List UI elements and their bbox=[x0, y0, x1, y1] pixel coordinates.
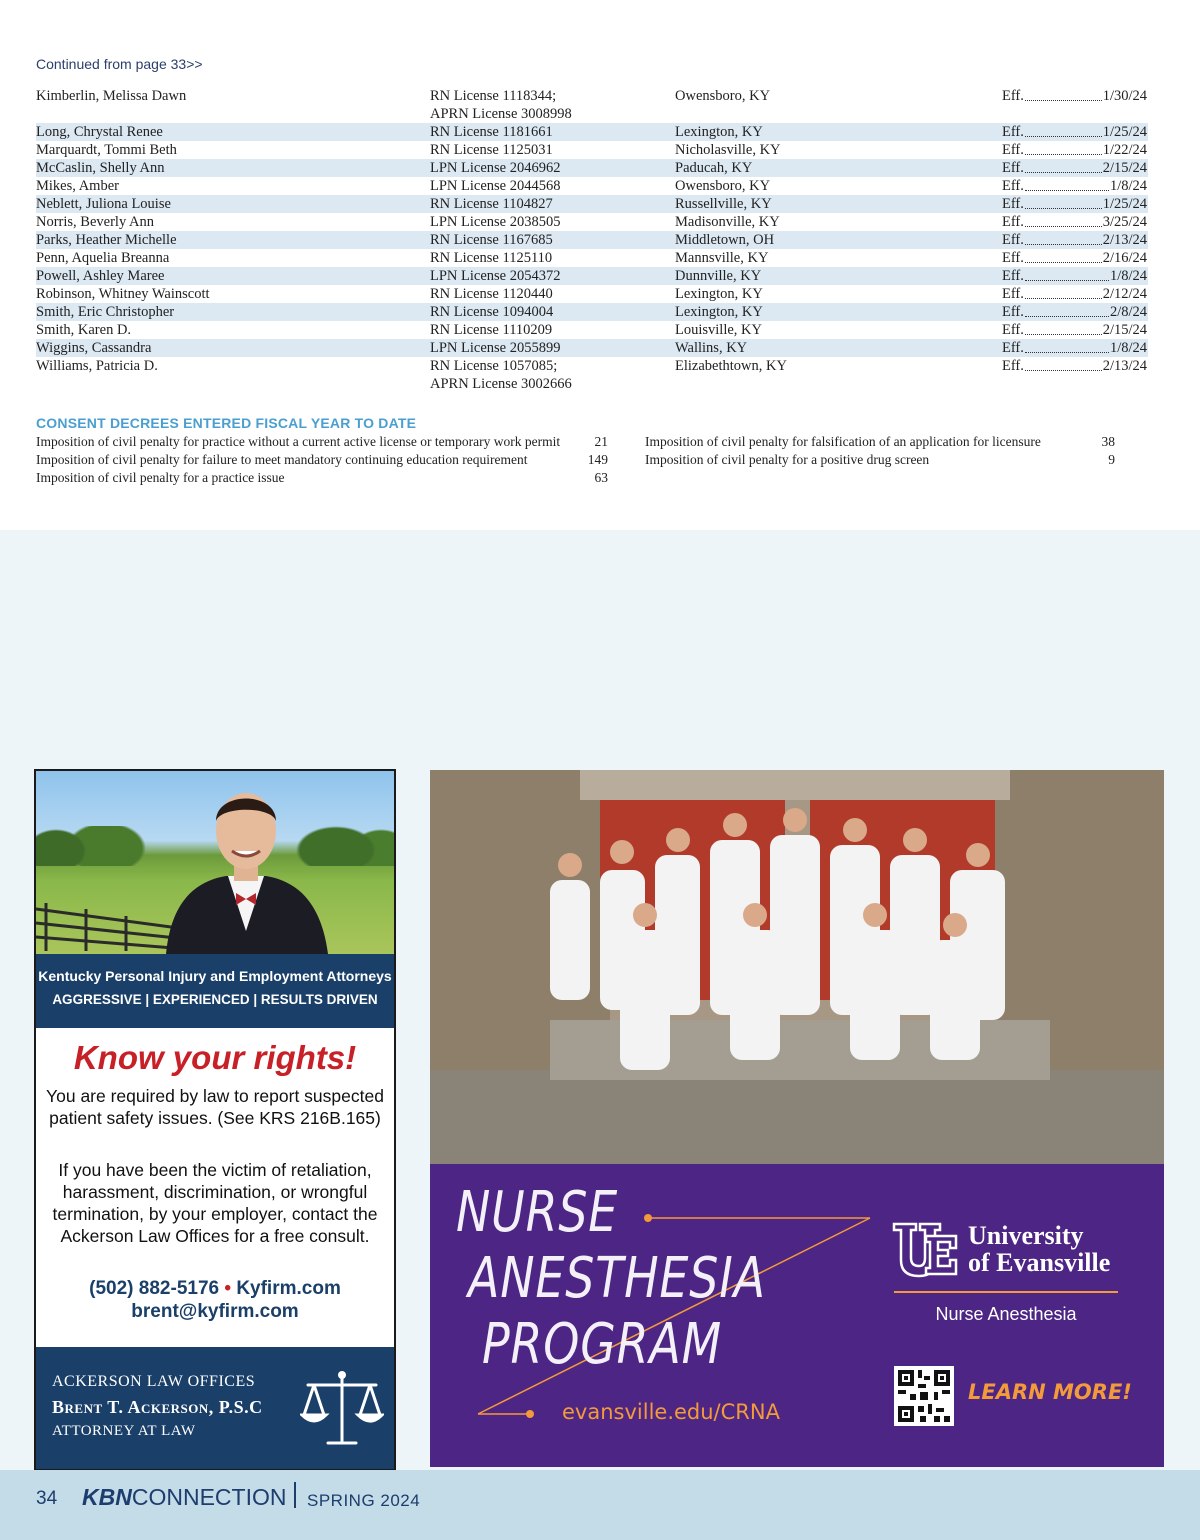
licensee-city: Dunnville, KY bbox=[675, 268, 762, 284]
phone-number[interactable]: (502) 882-5176 bbox=[89, 1278, 220, 1299]
evansville-ad[interactable] bbox=[430, 770, 1164, 1467]
effective-date: Eff. 2/15/24 bbox=[1002, 322, 1147, 338]
license-number: RN License 1110209 bbox=[430, 322, 553, 338]
licensee-city: Lexington, KY bbox=[675, 304, 763, 320]
headline-anesthesia: ANESTHESIA bbox=[468, 1246, 766, 1311]
license-number: LPN License 2044568 bbox=[430, 178, 561, 194]
learn-more-button[interactable]: LEARN MORE! bbox=[968, 1380, 1132, 1404]
licensee-city: Middletown, OH bbox=[675, 232, 775, 248]
license-number: RN License 1125031 bbox=[430, 142, 553, 158]
effective-date: Eff. 2/8/24 bbox=[1002, 304, 1147, 320]
licensee-name: Kimberlin, Melissa Dawn bbox=[36, 88, 187, 104]
headline-nurse: NURSE bbox=[456, 1180, 619, 1245]
licensee-name: McCaslin, Shelly Ann bbox=[36, 160, 165, 176]
licensee-city: Russellville, KY bbox=[675, 196, 772, 212]
license-number: RN License 1167685 bbox=[430, 232, 553, 248]
consent-item: Imposition of civil penalty for a practice issue 63 bbox=[36, 470, 608, 485]
licensee-row bbox=[36, 357, 1148, 393]
effective-date: Eff. 1/8/24 bbox=[1002, 340, 1147, 356]
attorney-portrait bbox=[156, 781, 336, 954]
licensee-city: Lexington, KY bbox=[675, 124, 763, 140]
firm-name: ACKERSON LAW OFFICES bbox=[52, 1373, 256, 1390]
licensee-city: Paducah, KY bbox=[675, 160, 753, 176]
footer-divider bbox=[294, 1482, 296, 1508]
license-number: RN License 1118344; APRN License 3008998 bbox=[430, 88, 572, 122]
program-subtitle: Nurse Anesthesia bbox=[935, 1304, 1077, 1324]
divider bbox=[894, 1291, 1118, 1293]
ackerson-law-ad[interactable] bbox=[34, 769, 396, 1471]
licensee-row bbox=[36, 339, 1148, 357]
scales-of-justice-icon bbox=[300, 1367, 384, 1451]
license-number: LPN License 2038505 bbox=[430, 214, 561, 230]
effective-date: Eff. 1/8/24 bbox=[1002, 268, 1147, 284]
consent-left-list bbox=[36, 433, 608, 489]
licensee-name: Powell, Ashley Maree bbox=[36, 268, 165, 284]
university-name: University of Evansville bbox=[968, 1221, 1111, 1277]
license-number: RN License 1094004 bbox=[430, 304, 554, 320]
licensee-row bbox=[36, 213, 1148, 231]
license-number: LPN License 2046962 bbox=[430, 160, 561, 176]
licensee-row bbox=[36, 87, 1148, 123]
licensee-name: Smith, Eric Christopher bbox=[36, 304, 175, 320]
consent-right-list bbox=[645, 433, 1115, 473]
effective-date: Eff. 1/25/24 bbox=[1002, 124, 1147, 140]
license-number: RN License 1120440 bbox=[430, 286, 553, 302]
licensee-name: Penn, Aquelia Breanna bbox=[36, 250, 170, 266]
licensee-row bbox=[36, 195, 1148, 213]
issue-season: SPRING 2024 bbox=[307, 1491, 421, 1510]
attorney-photo bbox=[36, 771, 394, 954]
retaliation-text: If you have been the victim of retaliation, harassment, discrimination, or wrongful termination, by your employer, contact the Ackerson Law Offices for a free consult. bbox=[52, 1160, 378, 1246]
license-number: RN License 1104827 bbox=[430, 196, 553, 212]
graduates-photo bbox=[430, 770, 1164, 1164]
licensee-city: Mannsville, KY bbox=[675, 250, 769, 266]
licensee-row bbox=[36, 123, 1148, 141]
licensee-city: Owensboro, KY bbox=[675, 178, 771, 194]
separator-dot: • bbox=[224, 1278, 232, 1299]
licensee-row bbox=[36, 249, 1148, 267]
ue-logo-icon bbox=[892, 1222, 958, 1280]
license-number: LPN License 2054372 bbox=[430, 268, 561, 284]
licensee-name: Norris, Beverly Ann bbox=[36, 214, 154, 230]
licensee-city: Wallins, KY bbox=[675, 340, 748, 356]
ackerson-footer-band bbox=[36, 1347, 394, 1469]
ackerson-tagline-band bbox=[36, 954, 394, 1028]
consent-item: Imposition of civil penalty for falsification of an application for licensure 38 bbox=[645, 434, 1115, 449]
licensee-city: Elizabethtown, KY bbox=[675, 358, 787, 374]
headline-program: PROGRAM bbox=[482, 1312, 723, 1377]
license-number: LPN License 2055899 bbox=[430, 340, 561, 356]
page-footer bbox=[0, 1470, 1200, 1540]
effective-date: Eff. 2/13/24 bbox=[1002, 232, 1147, 248]
license-number: RN License 1057085; APRN License 3002666 bbox=[430, 358, 572, 392]
licensee-row bbox=[36, 321, 1148, 339]
tagline-practice-areas: Kentucky Personal Injury and Employment Attorneys bbox=[38, 968, 392, 984]
licensee-row bbox=[36, 285, 1148, 303]
effective-date: Eff. 2/16/24 bbox=[1002, 250, 1147, 266]
effective-date: Eff. 2/15/24 bbox=[1002, 160, 1147, 176]
attorney-title: ATTORNEY AT LAW bbox=[52, 1423, 196, 1439]
effective-date: Eff. 1/22/24 bbox=[1002, 142, 1147, 158]
consent-item: Imposition of civil penalty for practice without a current active license or temporary work permit 21 bbox=[36, 434, 608, 449]
tagline-qualities: AGGRESSIVE | EXPERIENCED | RESULTS DRIVEN bbox=[52, 992, 378, 1007]
program-url-link[interactable]: evansville.edu/CRNA bbox=[562, 1400, 780, 1424]
licensee-row bbox=[36, 159, 1148, 177]
consent-item: Imposition of civil penalty for a positive drug screen 9 bbox=[645, 452, 1115, 467]
licensee-row bbox=[36, 177, 1148, 195]
licensee-city: Owensboro, KY bbox=[675, 88, 771, 104]
licensee-name: Mikes, Amber bbox=[36, 178, 119, 194]
continued-note: Continued from page 33>> bbox=[36, 56, 203, 72]
report-requirement-text: You are required by law to report suspected patient safety issues. (See KRS 216B.165) bbox=[46, 1086, 384, 1128]
email-link[interactable]: brent@kyfirm.com bbox=[131, 1301, 299, 1322]
effective-date: Eff. 1/8/24 bbox=[1002, 178, 1147, 194]
licensee-name: Marquardt, Tommi Beth bbox=[36, 142, 177, 158]
licensee-name: Robinson, Whitney Wainscott bbox=[36, 286, 210, 302]
licensee-city: Nicholasville, KY bbox=[675, 142, 781, 158]
website-link[interactable]: Kyfirm.com bbox=[236, 1278, 341, 1299]
consent-item: Imposition of civil penalty for failure to meet mandatory continuing education requirement 149 bbox=[36, 452, 608, 467]
consent-decrees-title: CONSENT DECREES ENTERED FISCAL YEAR TO DATE bbox=[36, 415, 417, 431]
licensee-city: Lexington, KY bbox=[675, 286, 763, 302]
know-your-rights-headline: Know your rights! bbox=[73, 1039, 357, 1076]
license-number: RN License 1181661 bbox=[430, 124, 553, 140]
effective-date: Eff. 1/25/24 bbox=[1002, 196, 1147, 212]
licensee-name: Smith, Karen D. bbox=[36, 322, 132, 338]
qr-code-icon[interactable] bbox=[894, 1366, 954, 1426]
licensee-row bbox=[36, 141, 1148, 159]
licensee-name: Neblett, Juliona Louise bbox=[36, 196, 171, 212]
licensee-city: Madisonville, KY bbox=[675, 214, 780, 230]
effective-date: Eff. 3/25/24 bbox=[1002, 214, 1147, 230]
licensee-name: Williams, Patricia D. bbox=[36, 358, 158, 374]
attorney-name: Brent T. Ackerson, P.S.C bbox=[52, 1397, 263, 1417]
licensee-table bbox=[36, 87, 1148, 393]
licensee-row bbox=[36, 231, 1148, 249]
licensee-row bbox=[36, 303, 1148, 321]
effective-date: Eff. 2/13/24 bbox=[1002, 358, 1147, 374]
effective-date: Eff. 2/12/24 bbox=[1002, 286, 1147, 302]
licensee-city: Louisville, KY bbox=[675, 322, 762, 338]
effective-date: Eff. 1/30/24 bbox=[1002, 88, 1147, 104]
page-number: 34 bbox=[36, 1488, 58, 1509]
contact-info bbox=[36, 1277, 394, 1323]
disciplinary-section bbox=[0, 0, 1200, 530]
license-number: RN License 1125110 bbox=[430, 250, 553, 266]
licensee-name: Parks, Heather Michelle bbox=[36, 232, 177, 248]
program-panel bbox=[430, 1164, 1164, 1467]
licensee-name: Wiggins, Cassandra bbox=[36, 340, 152, 356]
licensee-row bbox=[36, 267, 1148, 285]
licensee-name: Long, Chrystal Renee bbox=[36, 124, 163, 140]
publication-name: KBNCONNECTION bbox=[82, 1484, 287, 1510]
